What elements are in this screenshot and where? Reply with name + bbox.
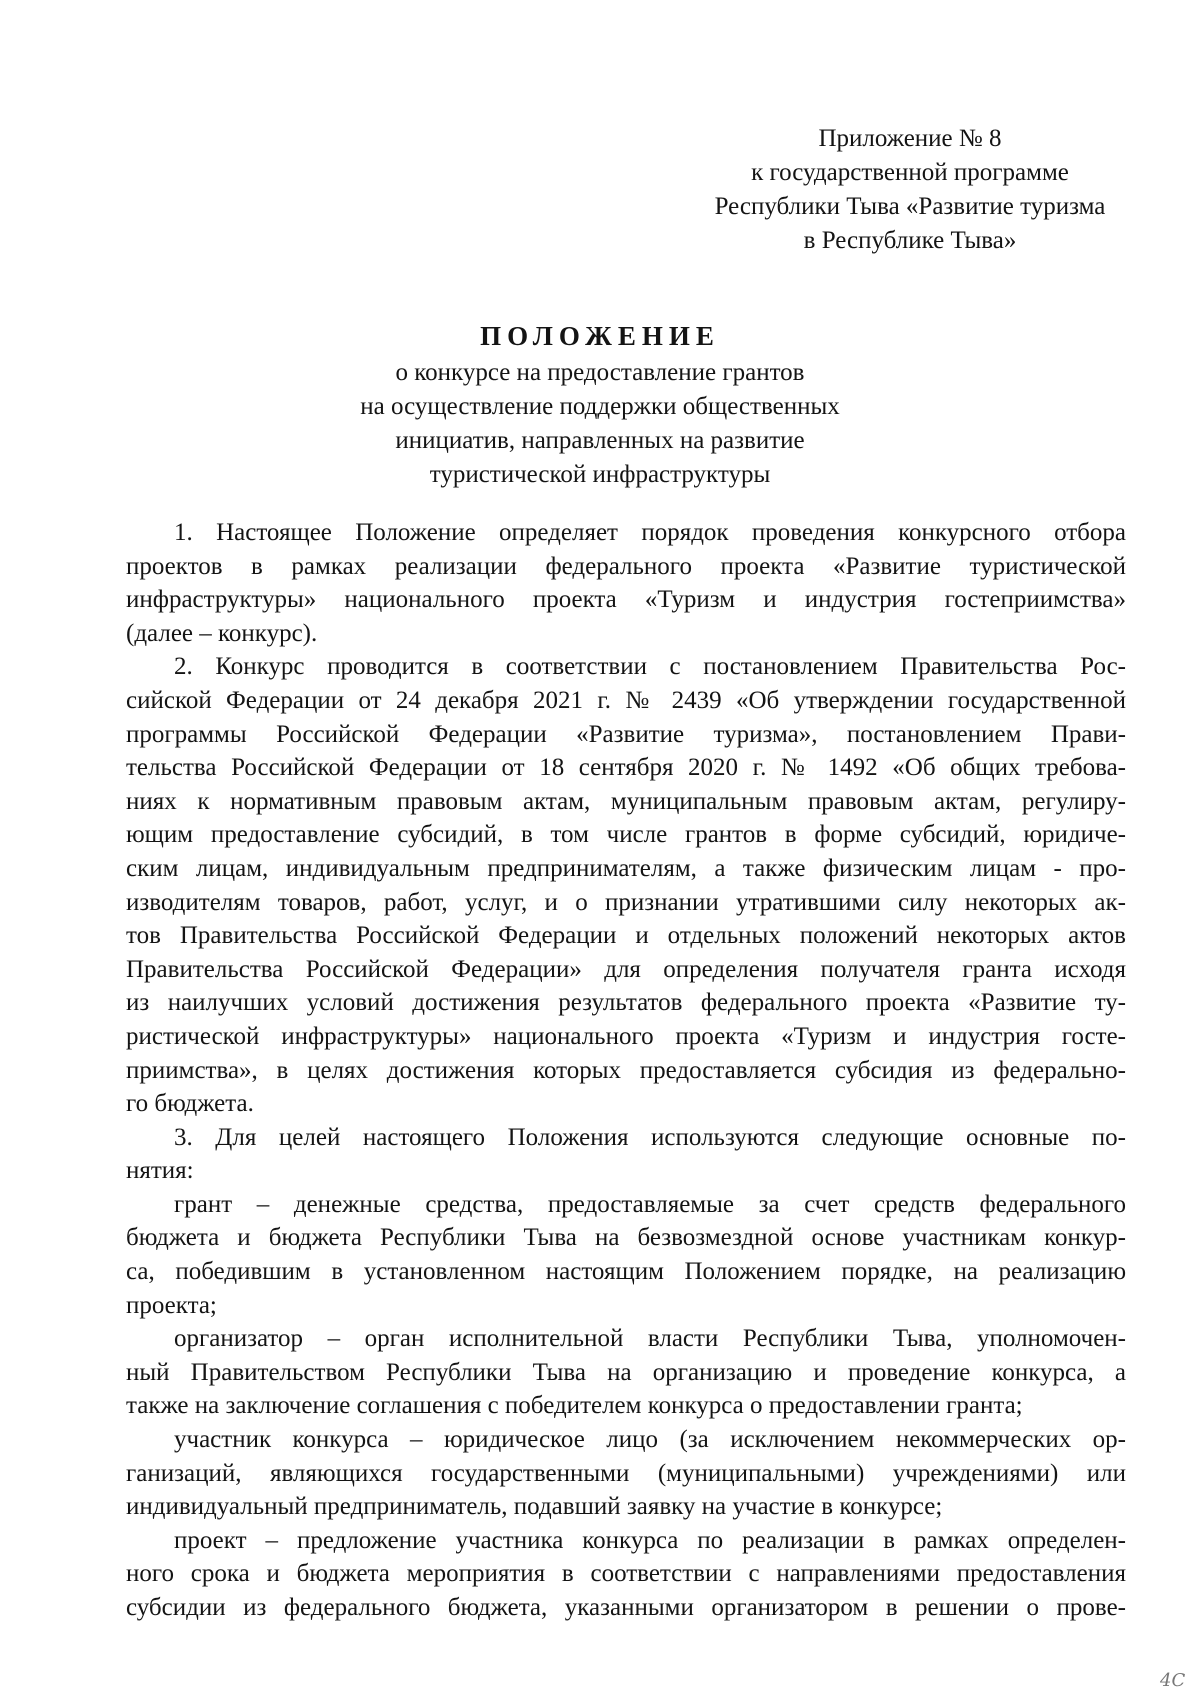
paragraph-line: (далее – конкурс). (126, 619, 318, 647)
body-text (126, 516, 1126, 1625)
paragraph-line: бюджета и бюджета Республики Тыва на безвозмездной основе участникам конкур- (126, 1224, 1126, 1252)
appendix-header (660, 122, 1160, 258)
paragraph-line: ганизаций, являющихся государственными (муниципальными) учреждениями) или (126, 1459, 1126, 1487)
appendix-line: в Республике Тыва» (803, 227, 1017, 254)
paragraph-line: изводителям товаров, работ, услуг, и о признании утратившими силу некоторых ак- (126, 888, 1126, 916)
document-title: ПОЛОЖЕНИЕ (480, 321, 720, 351)
paragraph-line: са, победившим в установленном настоящим Положением порядке, на реализацию (126, 1258, 1126, 1286)
subtitle-line: туристической инфраструктуры (429, 461, 771, 488)
paragraph-line: тов Правительства Российской Федерации и отдельных положений некоторых актов (126, 922, 1126, 950)
paragraph-line: го бюджета. (126, 1090, 254, 1118)
paragraph-line: Правительства Российской Федерации» для определения получателя гранта исходя (126, 955, 1126, 983)
title-block (200, 318, 1000, 492)
paragraph-line: ного срока и бюджета мероприятия в соответствии с направлениями предоставления (126, 1560, 1126, 1588)
appendix-line: к государственной программе (751, 159, 1069, 186)
paragraph-line: также на заключение соглашения с победителем конкурса о предоставлении гранта; (126, 1392, 1023, 1420)
paragraph-line: организатор – орган исполнительной власти Республики Тыва, уполномочен- (174, 1325, 1126, 1353)
paragraph-line: грант – денежные средства, предоставляемые за счет средств федерального (174, 1190, 1126, 1218)
paragraph-line: ный Правительством Республики Тыва на организацию и проведение конкурса, а (126, 1358, 1126, 1386)
paragraph-line: ристической инфраструктуры» национального проекта «Туризм и индустрия госте- (126, 1022, 1126, 1050)
subtitle-line: о конкурсе на предоставление грантов (395, 359, 805, 386)
paragraph-line: 3. Для целей настоящего Положения используются следующие основные по- (174, 1123, 1126, 1151)
paragraph-line: ским лицам, индивидуальным предпринимателям, а также физическим лицам - про- (126, 854, 1126, 882)
paragraph-line: субсидии из федерального бюджета, указанными организатором в решении о прове- (126, 1594, 1126, 1621)
paragraph-line: тельства Российской Федерации от 18 сентября 2020 г. № 1492 «Об общих требова- (126, 754, 1126, 782)
subtitle-line: на осуществление поддержки общественных (360, 393, 840, 420)
paragraph-line: нятия: (126, 1157, 194, 1185)
paragraph-line: инфраструктуры» национального проекта «Туризм и индустрия гостеприимства» (126, 586, 1126, 614)
appendix-line: Республики Тыва «Развитие туризма (714, 193, 1106, 220)
paragraph-line: сийской Федерации от 24 декабря 2021 г. № 2439 «Об утверждении государственной (126, 686, 1126, 714)
paragraph-line: проектов в рамках реализации федерального проекта «Развитие туристической (126, 552, 1126, 580)
subtitle-line: инициатив, направленных на развитие (395, 427, 805, 454)
paragraph-line: программы Российской Федерации «Развитие туризма», постановлением Прави- (126, 720, 1126, 748)
paragraph-line: 1. Настоящее Положение определяет порядок проведения конкурсного отбора (174, 519, 1126, 546)
corner-mark: 4С (1160, 1670, 1186, 1691)
paragraph-line: ющим предоставление субсидий, в том числе грантов в форме субсидий, юридиче- (126, 821, 1126, 849)
paragraph-line: проект – предложение участника конкурса по реализации в рамках определен- (174, 1526, 1126, 1554)
paragraph-line: участник конкурса – юридическое лицо (за исключением некоммерческих ор- (174, 1426, 1126, 1454)
paragraph-line: приимства», в целях достижения которых предоставляется субсидия из федерально- (126, 1056, 1126, 1084)
paragraph-line: индивидуальный предприниматель, подавший заявку на участие в конкурсе; (126, 1493, 943, 1521)
appendix-line: Приложение № 8 (818, 125, 1002, 152)
paragraph-line: из наилучших условий достижения результатов федерального проекта «Развитие ту- (126, 989, 1126, 1017)
paragraph-line: проекта; (126, 1291, 217, 1319)
paragraph-line: 2. Конкурс проводится в соответствии с постановлением Правительства Рос- (174, 653, 1126, 681)
paragraph-line: ниях к нормативным правовым актам, муниципальным правовым актам, регулиру- (126, 787, 1126, 815)
